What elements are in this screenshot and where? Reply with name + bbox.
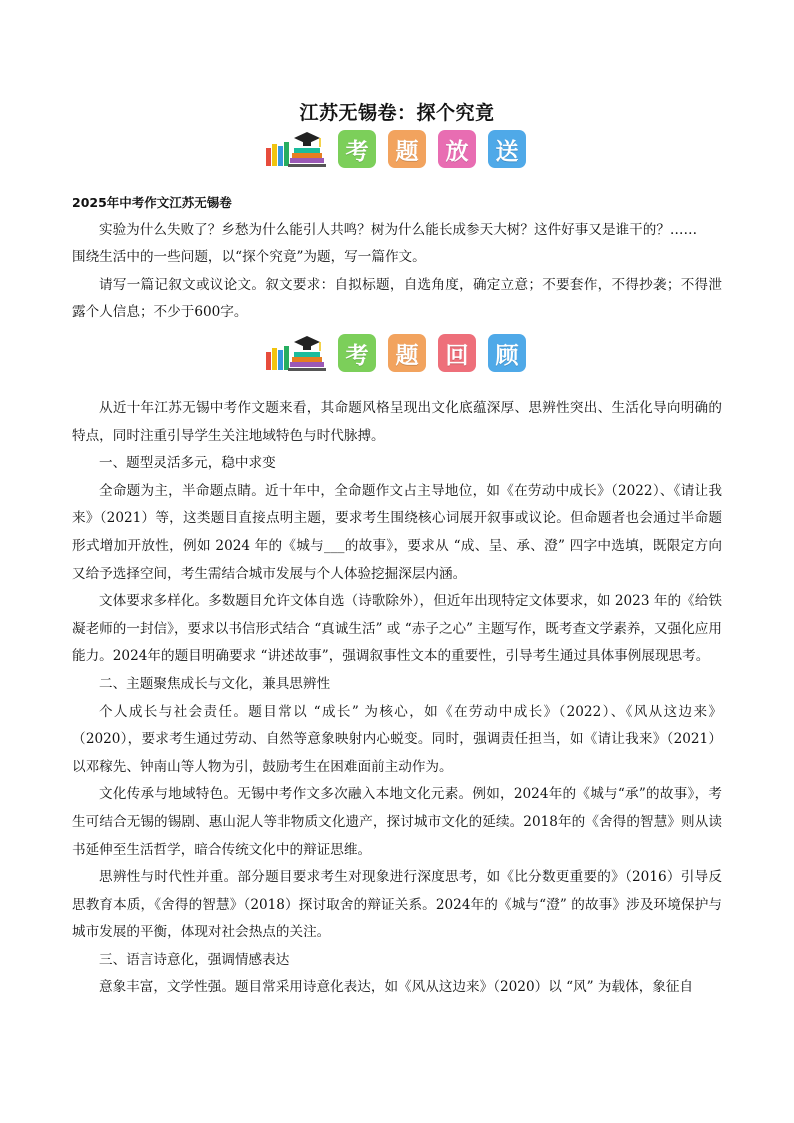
- paragraph: 请写一篇记叙文或议论文。叙文要求：自拟标题，自选角度，确定立意；不要套作，不得抄袭；不得泄露个人信息；不少于600字。: [72, 276, 722, 321]
- subheading: 三、语言诗意化，强调情感表达: [99, 951, 290, 968]
- paragraph: 文化传承与地域特色。无锡中考作文多次融入本地文化元素。例如，2024年的《城与“承”的故事》，考生可结合无锡的锡剧、惠山泥人等非物质文化遗产，探讨城市文化的延续。2018年的《舍得的智慧》则从读书延伸至生活哲学，暗合传统文化中的辩证思维。: [72, 786, 722, 858]
- subheading: 一、题型灵活多元，稳中求变: [99, 455, 276, 472]
- paragraph: 文体要求多样化。多数题目允许文体自选（诗歌除外），但近年出现特定文体要求，如 2023 年的《给铁凝老师的一封信》，要求以书信形式结合 “真诚生活” 或 “赤子之心” 主题写作，既考查文学素养，又强化应用能力。2024年的题目明确要求 “讲述故事”，强调叙事性文本的重要性，引导考生通过具体事例展现思考。: [72, 593, 722, 665]
- paragraph: 思辨性与时代性并重。部分题目要求考生对现象进行深度思考，如《比分数更重要的》（2016）引导反思教育本质，《舍得的智慧》（2018）探讨取舍的辩证关系。2024年的《城与“澄” 的故事》涉及环境保护与城市发展的平衡，体现对社会热点的关注。: [72, 869, 722, 941]
- exam-prompt-section: [72, 189, 722, 327]
- books-graduation-icon: [262, 332, 328, 374]
- banner-char-tile: 顾: [488, 334, 526, 372]
- subheading: 二、主题聚焦成长与文化，兼具思辨性: [99, 675, 331, 692]
- paragraph: 从近十年江苏无锡中考作文题来看，其命题风格呈现出文化底蕴深厚、思辨性突出、生活化导向明确的特点，同时注重引导学生关注地域特色与时代脉搏。: [72, 400, 722, 444]
- books-graduation-icon: [262, 128, 328, 170]
- paragraph: 个人成长与社会责任。题目常以 “成长” 为核心，如《在劳动中成长》（2022）、《风从这边来》（2020），要求考生通过劳动、自然等意象映射内心蜕变。同时，强调责任担当，如《请让我来》（2021）以邓稼先、钟南山等人物为引，鼓励考生在困难面前主动作为。: [72, 703, 722, 775]
- banner-char-tile: 考: [338, 130, 376, 168]
- banner-char-tile: 回: [438, 334, 476, 372]
- banner-char-tile: 放: [438, 130, 476, 168]
- banner-exam-review: [262, 331, 538, 375]
- paragraph: 全命题为主，半命题点睛。近十年中，全命题作文占主导地位，如《在劳动中成长》（2022）、《请让我来》（2021）等，这类题目直接点明主题，要求考生围绕核心词展开叙事或议论。但命题者也会通过半命题形式增加开放性，例如 2024 年的《城与___的故事》，要求从 “成、呈、承、澄” 四字中选填，既限定方向又给予选择空间，考生需结合城市发展与个人体验挖掘深层内涵。: [72, 482, 722, 582]
- paragraph: 意象丰富，文学性强。题目常采用诗意化表达，如《风从这边来》（2020）以 “风” 为载体，象征自: [99, 979, 694, 996]
- banner-exam-topic: [262, 127, 538, 171]
- banner-char-tile: 题: [388, 130, 426, 168]
- exam-review-section: [72, 395, 722, 1002]
- paragraph: 围绕生活中的一些问题，以“探个究竟”为题，写一篇作文。: [72, 249, 426, 266]
- banner-char-tile: 题: [388, 334, 426, 372]
- section-heading: 2025年中考作文江苏无锡卷: [72, 195, 232, 210]
- page-title: 江苏无锡卷：探个究竟: [299, 102, 495, 124]
- paragraph: 实验为什么失败了？乡愁为什么能引人共鸣？树为什么能长成参天大树？这件好事又是谁干的？……: [99, 221, 698, 238]
- banner-char-tile: 考: [338, 334, 376, 372]
- banner-char-tile: 送: [488, 130, 526, 168]
